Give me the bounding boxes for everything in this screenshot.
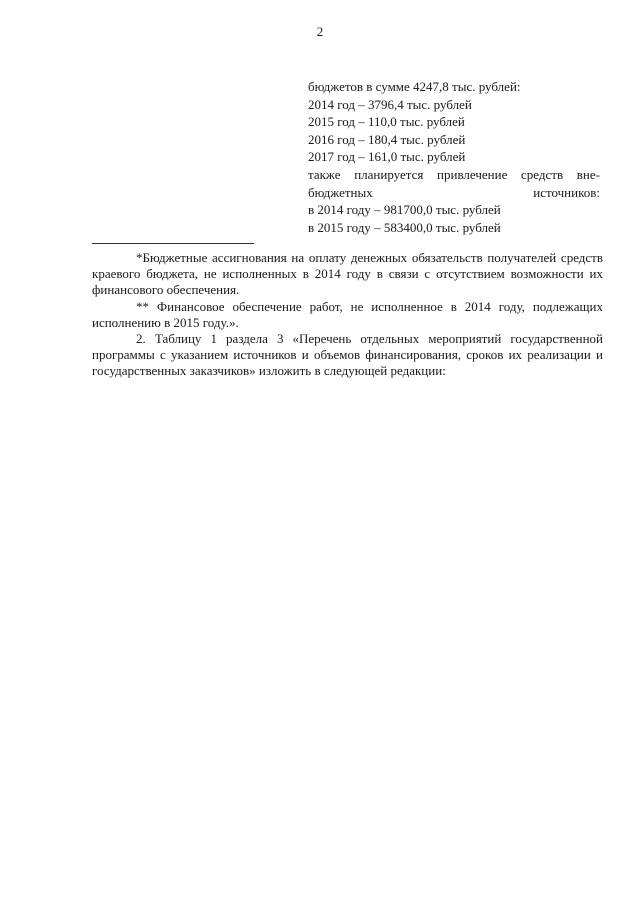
extra-budget-line-2014: в 2014 году – 981700,0 тыс. рублей bbox=[308, 202, 501, 218]
funding-line-2016: 2016 год – 180,4 тыс. рублей bbox=[308, 131, 466, 147]
page-number: 2 bbox=[316, 24, 324, 39]
notes-section bbox=[92, 250, 603, 380]
funding-line-2015: 2015 год – 110,0 тыс. рублей bbox=[308, 114, 465, 130]
funding-line-total: бюджетов в сумме 4247,8 тыс. рублей: bbox=[308, 79, 521, 94]
funding-line-2014: 2014 год – 3796,4 тыс. рублей bbox=[308, 96, 472, 112]
extra-budget-line-2015: в 2015 году – 583400,0 тыс. рублей bbox=[308, 219, 501, 235]
footnote-budget-allocations: *Бюджетные ассигнования на оплату денежных обязательств получателей средств краевого бюджета, не исполненных в 2014 году в связи с отсутствием возможности их финансового обеспечения. bbox=[92, 250, 603, 298]
funding-line-2017: 2017 год – 161,0 тыс. рублей bbox=[308, 149, 466, 165]
amendment-paragraph-2: 2. Таблицу 1 раздела 3 «Перечень отдельных мероприятий государственной программы с указанием источников и объемов финансирования, сроков их реализации и государственных заказчиков» изложить в следующей редакции: bbox=[92, 331, 603, 379]
extra-budget-sources-intro: также планируется привлечение средств вне-бюджетных источников: bbox=[308, 166, 600, 200]
funding-amounts-block bbox=[308, 78, 600, 236]
footnote-divider bbox=[92, 243, 254, 244]
footnote-financial-support: ** Финансовое обеспечение работ, не исполненное в 2014 году, подлежащих исполнению в 2015 году.». bbox=[92, 298, 603, 330]
